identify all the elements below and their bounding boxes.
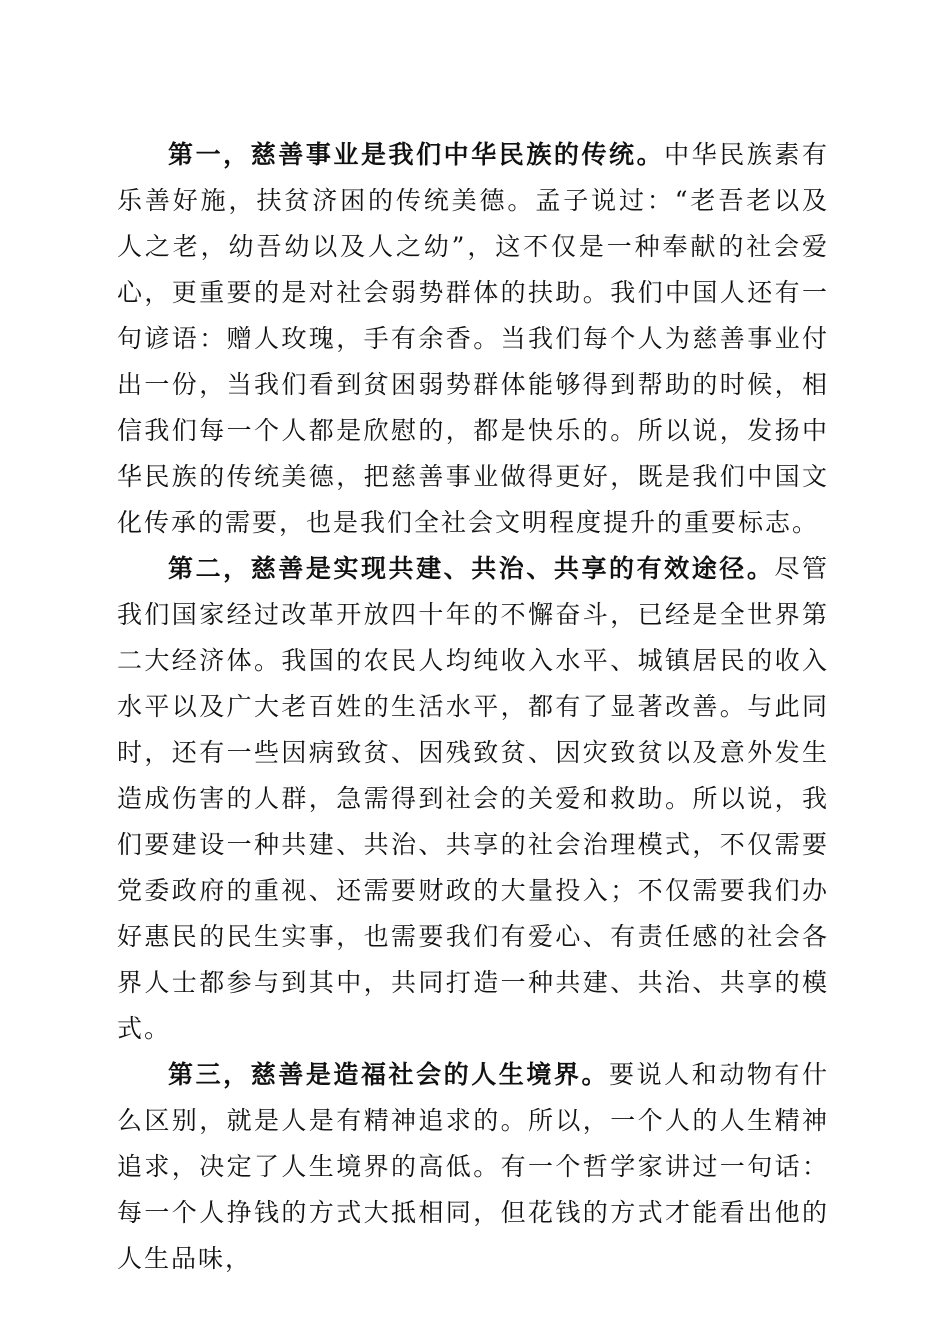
paragraph-heading: 第二，慈善是实现共建、共治、共享的有效途径。 xyxy=(168,554,775,583)
paragraph-heading: 第三，慈善是造福社会的人生境界。 xyxy=(168,1060,610,1089)
paragraph-second xyxy=(117,546,829,1052)
paragraph-third xyxy=(117,1052,829,1282)
document-page xyxy=(117,132,829,1282)
paragraph-body: 尽管我们国家经过改革开放四十年的不懈奋斗，已经是全世界第二大经济体。我国的农民人均纯收入水平、城镇居民的收入水平以及广大老百姓的生活水平，都有了显著改善。与此同时，还有一些因病致贫、因残致贫、因灾致贫以及意外发生造成伤害的人群，急需得到社会的关爱和救助。所以说，我们要建设一种共建、共治、共享的社会治理模式，不仅需要党委政府的重视、还需要财政的大量投入；不仅需要我们办好惠民的民生实事，也需要我们有爱心、有责任感的社会各界人士都参与到其中，共同打造一种共建、共治、共享的模式。 xyxy=(117,554,829,1043)
paragraph-body: 要说人和动物有什么区别，就是人是有精神追求的。所以，一个人的人生精神追求，决定了人生境界的高低。有一个哲学家讲过一句话：每一个人挣钱的方式大抵相同，但花钱的方式才能看出他的人生品味， xyxy=(117,1060,829,1273)
paragraph-first xyxy=(117,132,829,546)
paragraph-body: 中华民族素有乐善好施，扶贫济困的传统美德。孟子说过：“老吾老以及人之老，幼吾幼以及人之幼”，这不仅是一种奉献的社会爱心，更重要的是对社会弱势群体的扶助。我们中国人还有一句谚语：赠人玫瑰，手有余香。当我们每个人为慈善事业付出一份，当我们看到贫困弱势群体能够得到帮助的时候，相信我们每一个人都是欣慰的，都是快乐的。所以说，发扬中华民族的传统美德，把慈善事业做得更好，既是我们中国文化传承的需要，也是我们全社会文明程度提升的重要标志。 xyxy=(117,140,829,537)
paragraph-heading: 第一，慈善事业是我们中华民族的传统。 xyxy=(168,140,665,169)
